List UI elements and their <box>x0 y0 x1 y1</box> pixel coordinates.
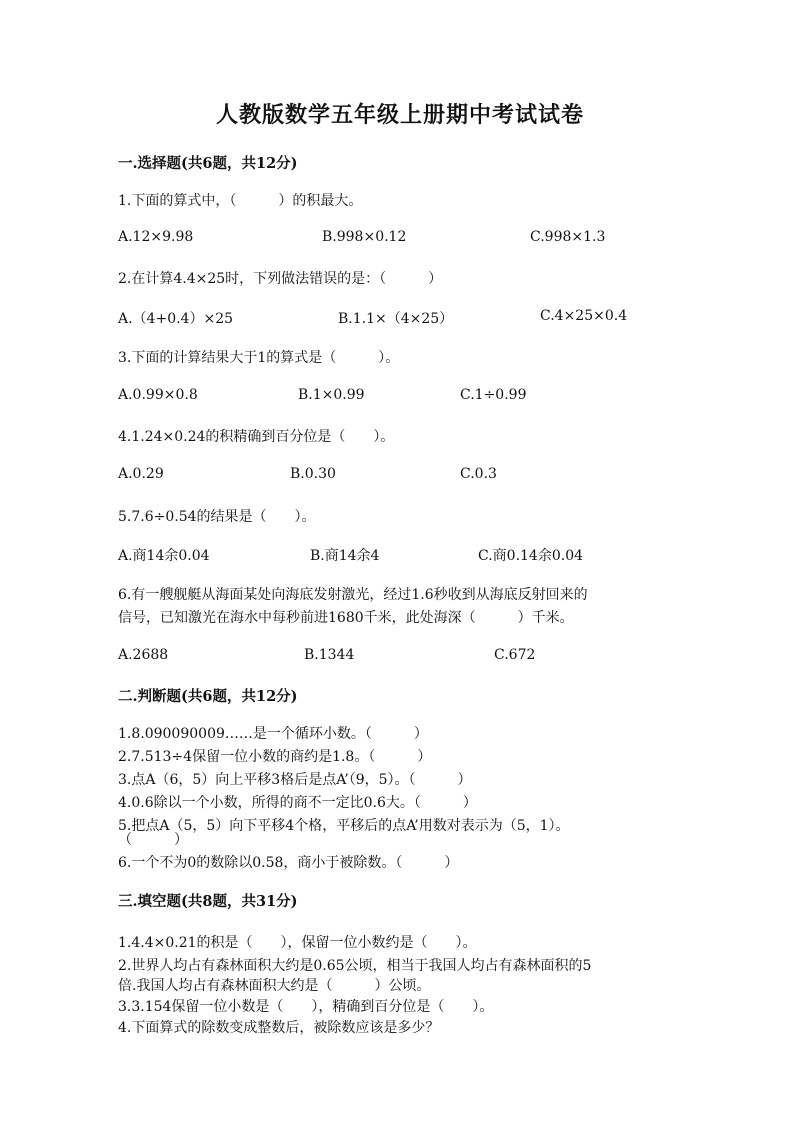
q1-option-a: A.12×9.98 <box>118 229 194 245</box>
q3-option-b: B.1×0.99 <box>298 387 365 403</box>
q2-option-c: C.4×25×0.4 <box>540 308 628 324</box>
q5-option-c: C.商0.14余0.04 <box>478 548 584 564</box>
q5-option-b: B.商14余4 <box>310 548 380 564</box>
q4-option-a: A.0.29 <box>118 466 164 482</box>
section-judge-heading: 二.判断题(共6题，共12分) <box>118 688 298 705</box>
fill-item-2-line2: 倍.我国人均占有森林面积大约是（ ）公顷。 <box>118 978 431 994</box>
fill-item-4: 4.下面算式的除数变成整数后，被除数应该是多少？ <box>118 1020 440 1036</box>
q1-option-c: C.998×1.3 <box>530 229 606 245</box>
q6-option-a: A.2688 <box>118 647 169 663</box>
fill-item-3: 3.3.154保留一位小数是（ ），精确到百分位是（ ）。 <box>118 999 494 1015</box>
q1-option-b: B.998×0.12 <box>322 229 407 245</box>
judge-item-6: 6.一个不为0的数除以0.58，商小于被除数。（ ） <box>118 855 459 871</box>
q3-text: 3.下面的计算结果大于1的算式是（ ）。 <box>118 350 400 366</box>
fill-item-1: 1.4.4×0.21的积是（ ），保留一位小数约是（ ）。 <box>118 935 477 951</box>
judge-item-4: 4.0.6除以一个小数，所得的商不一定比0.6大。（ ） <box>118 795 477 811</box>
q4-text: 4.1.24×0.24的积精确到百分位是（ ）。 <box>118 429 395 445</box>
q5-option-a: A.商14余0.04 <box>118 548 210 564</box>
q3-option-c: C.1÷0.99 <box>460 387 527 403</box>
judge-item-1: 1.8.090090009……是一个循环小数。（ ） <box>118 726 428 742</box>
section-fill-heading: 三.填空题(共8题，共31分) <box>118 893 298 910</box>
q6-option-c: C.672 <box>494 647 536 663</box>
q2-option-b: B.1.1×（4×25） <box>338 311 454 327</box>
q2-option-a: A.（4+0.4）×25 <box>118 311 234 327</box>
q6-option-b: B.1344 <box>304 647 355 663</box>
q2-text: 2.在计算4.4×25时，下列做法错误的是：（ ） <box>118 271 443 287</box>
judge-item-3: 3.点A（6，5）向上平移3格后是点A’（9，5）。（ ） <box>118 772 472 788</box>
section-choice-heading: 一.选择题(共6题，共12分) <box>118 155 298 172</box>
fill-item-2-line1: 2.世界人均占有森林面积大约是0.65公顷，相当于我国人均占有森林面积的5 <box>118 958 592 974</box>
exam-title: 人教版数学五年级上册期中考试试卷 <box>215 102 584 128</box>
q5-text: 5.7.6÷0.54的结果是（ ）。 <box>118 509 316 525</box>
q6-text-line2: 信号，已知激光在海水中每秒前进1680千米，此处海深（ ）千米。 <box>118 610 574 626</box>
q3-option-a: A.0.99×0.8 <box>118 387 198 403</box>
q4-option-c: C.0.3 <box>460 466 497 482</box>
judge-item-5: 5.把点A（5，5）向下平移4个格，平移后的点A’用数对表示为（5，1）。 <box>118 818 570 834</box>
q6-text-line1: 6.有一艘舰艇从海面某处向海底发射激光，经过1.6秒收到从海底反射回来的 <box>118 587 588 603</box>
judge-item-5-blank: （ ） <box>118 832 188 848</box>
judge-item-2: 2.7.513÷4保留一位小数的商约是1.8。（ ） <box>118 749 432 765</box>
q1-text: 1.下面的算式中，（ ）的积最大。 <box>118 193 363 209</box>
q4-option-b: B.0.30 <box>290 466 336 482</box>
